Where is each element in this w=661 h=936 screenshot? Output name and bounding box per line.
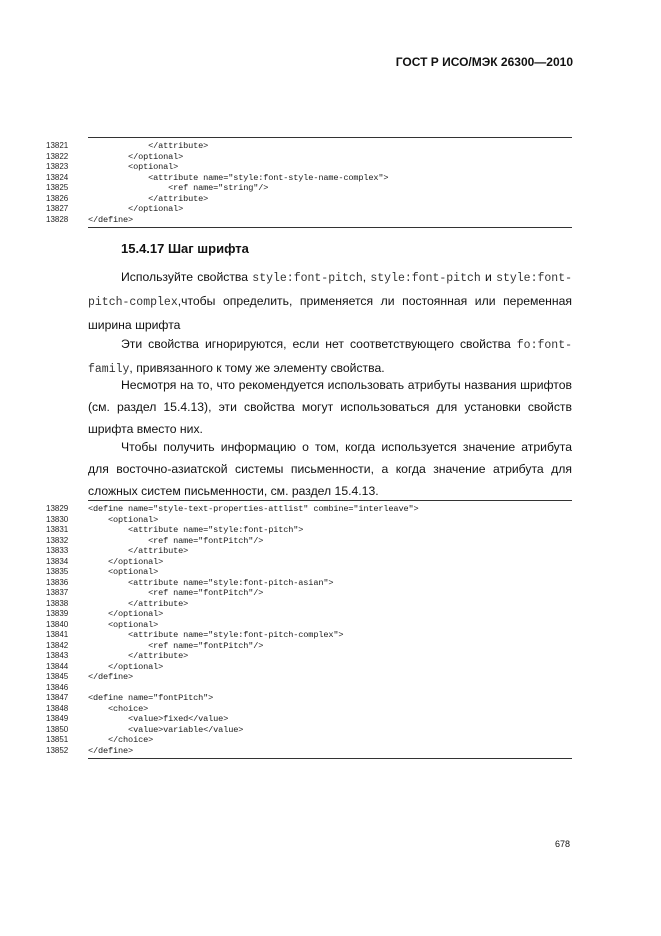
code-line [46,162,572,173]
code-line [46,194,572,205]
code-line [46,735,572,746]
p1-text-c: и [480,270,497,284]
code-text: </attribute> [88,598,189,609]
line-number: 13830 [46,514,69,524]
p1-code-2: style:font-pitch [370,272,481,285]
line-number: 13849 [46,714,69,723]
code-text: </define> [88,214,134,225]
code-text: </attribute> [88,546,189,556]
code-line [46,215,572,226]
code-line [46,578,572,589]
code-text: <define name="style-text-properties-attlist" combine="interleave"> [88,504,419,514]
code-text: </optional> [88,204,184,214]
code-text: <ref name="fontPitch"/> [88,640,264,651]
code-line [46,152,572,163]
code-line [46,599,572,610]
p2-text-a: Эти свойства игнорируются, если нет соответствующего свойства [121,337,517,351]
code-line [46,183,572,194]
code-line [46,651,572,662]
code-line [46,141,572,152]
code-text: <ref name="fontPitch"/> [88,588,264,598]
p1-text-b: , [362,270,371,284]
code-text: </optional> [88,661,164,672]
line-number: 13852 [46,745,69,755]
code-text: </optional> [88,556,164,567]
line-number: 13829 [46,504,69,513]
code-line [46,567,572,578]
code-text: <optional> [88,567,159,577]
code-line [46,204,572,215]
line-number: 13839 [46,609,69,618]
code-text: <attribute name="style:font-pitch-complex"> [88,630,344,640]
code-text: <attribute name="style:font-pitch"> [88,525,304,535]
code-text: <optional> [88,514,159,525]
code-top-rule [88,500,572,501]
code-line [46,546,572,557]
code-line [46,515,572,526]
code-line [46,630,572,641]
code-line [46,525,572,536]
line-number: 13821 [46,141,69,150]
code-bottom-rule [88,227,572,228]
line-number: 13825 [46,183,69,192]
code-text: <choice> [88,703,149,714]
line-number: 13848 [46,703,69,713]
line-number: 13843 [46,651,69,660]
code-line [46,714,572,725]
code-listing-2 [46,500,572,759]
p1-text-a: Используйте свойства [121,270,253,284]
p2-text-b: , привязанного к тому же элементу свойства. [129,361,385,375]
line-number: 13838 [46,598,69,608]
line-number: 13840 [46,619,69,629]
code-text: </choice> [88,735,154,745]
line-number: 13851 [46,735,69,744]
code-line [46,536,572,547]
code-bottom-rule [88,758,572,759]
code-line [46,588,572,599]
line-number: 13832 [46,535,69,545]
line-number: 13834 [46,556,69,566]
paragraph-1 [88,266,572,337]
code-line [46,609,572,620]
line-number: 13844 [46,661,69,671]
code-line [46,557,572,568]
line-number: 13827 [46,204,69,213]
code-text: <attribute name="style:font-pitch-asian"> [88,577,334,588]
code-line [46,504,572,515]
code-line [46,641,572,652]
code-text: </optional> [88,609,164,619]
line-number: 13845 [46,672,69,681]
code-text: <ref name="fontPitch"/> [88,535,264,546]
line-number: 13833 [46,546,69,555]
code-text: <define name="fontPitch"> [88,693,214,703]
code-text: </attribute> [88,193,209,204]
code-line [46,693,572,704]
line-number: 13837 [46,588,69,597]
code-line [46,746,572,757]
code-line [46,173,572,184]
code-text: </define> [88,672,134,682]
p1-code-1: style:font-pitch [252,272,363,285]
code-text: </optional> [88,151,184,162]
line-number: 13828 [46,214,69,224]
code-line [46,620,572,631]
code-line [46,704,572,715]
code-line [46,725,572,736]
code-line [46,683,572,694]
code-text: </attribute> [88,141,209,151]
p2-code: fo:font-family [88,339,572,376]
code-text: <optional> [88,162,179,172]
line-number: 13836 [46,577,69,587]
line-number: 13850 [46,724,69,734]
p1-code-3: style:font-pitch-complex [88,272,572,309]
line-number: 13826 [46,193,69,203]
p1-text-d: ,чтобы определить, применяется ли постоянная или переменная ширина шрифта [88,294,572,332]
code-text: <ref name="string"/> [88,183,269,193]
code-line [46,662,572,673]
line-number: 13824 [46,172,69,182]
code-text: <attribute name="style:font-style-name-complex"> [88,172,389,183]
code-line [46,672,572,683]
line-number: 13823 [46,162,69,171]
page-number: 678 [555,839,571,849]
line-number: 13822 [46,151,69,161]
paragraph-3: Несмотря на то, что рекомендуется использовать атрибуты названия шрифтов (см. раздел 15.4.13), эти свойства могут использоваться для установки свойств шрифта вместо них. [88,378,572,436]
code-text: <optional> [88,619,159,630]
line-number: 13831 [46,525,69,534]
line-number: 13847 [46,693,69,702]
code-text: </attribute> [88,651,189,661]
section-title: 15.4.17 Шаг шрифта [121,241,249,256]
paragraph-4: Чтобы получить информацию о том, когда используется значение атрибута для восточно-азиатской системы письменности, а когда значение атрибута для сложных систем письменности, см. раздел 15.4.13. [88,440,572,498]
line-number: 13841 [46,630,69,639]
line-number: 13835 [46,567,69,576]
code-listing-1 [46,137,572,228]
line-number: 13842 [46,640,69,650]
code-text: <value>variable</value> [88,724,244,735]
line-number: 13846 [46,682,69,692]
code-text: </define> [88,745,134,756]
code-top-rule [88,137,572,138]
document-header: ГОСТ Р ИСО/МЭК 26300—2010 [395,55,573,69]
code-text: <value>fixed</value> [88,714,229,724]
